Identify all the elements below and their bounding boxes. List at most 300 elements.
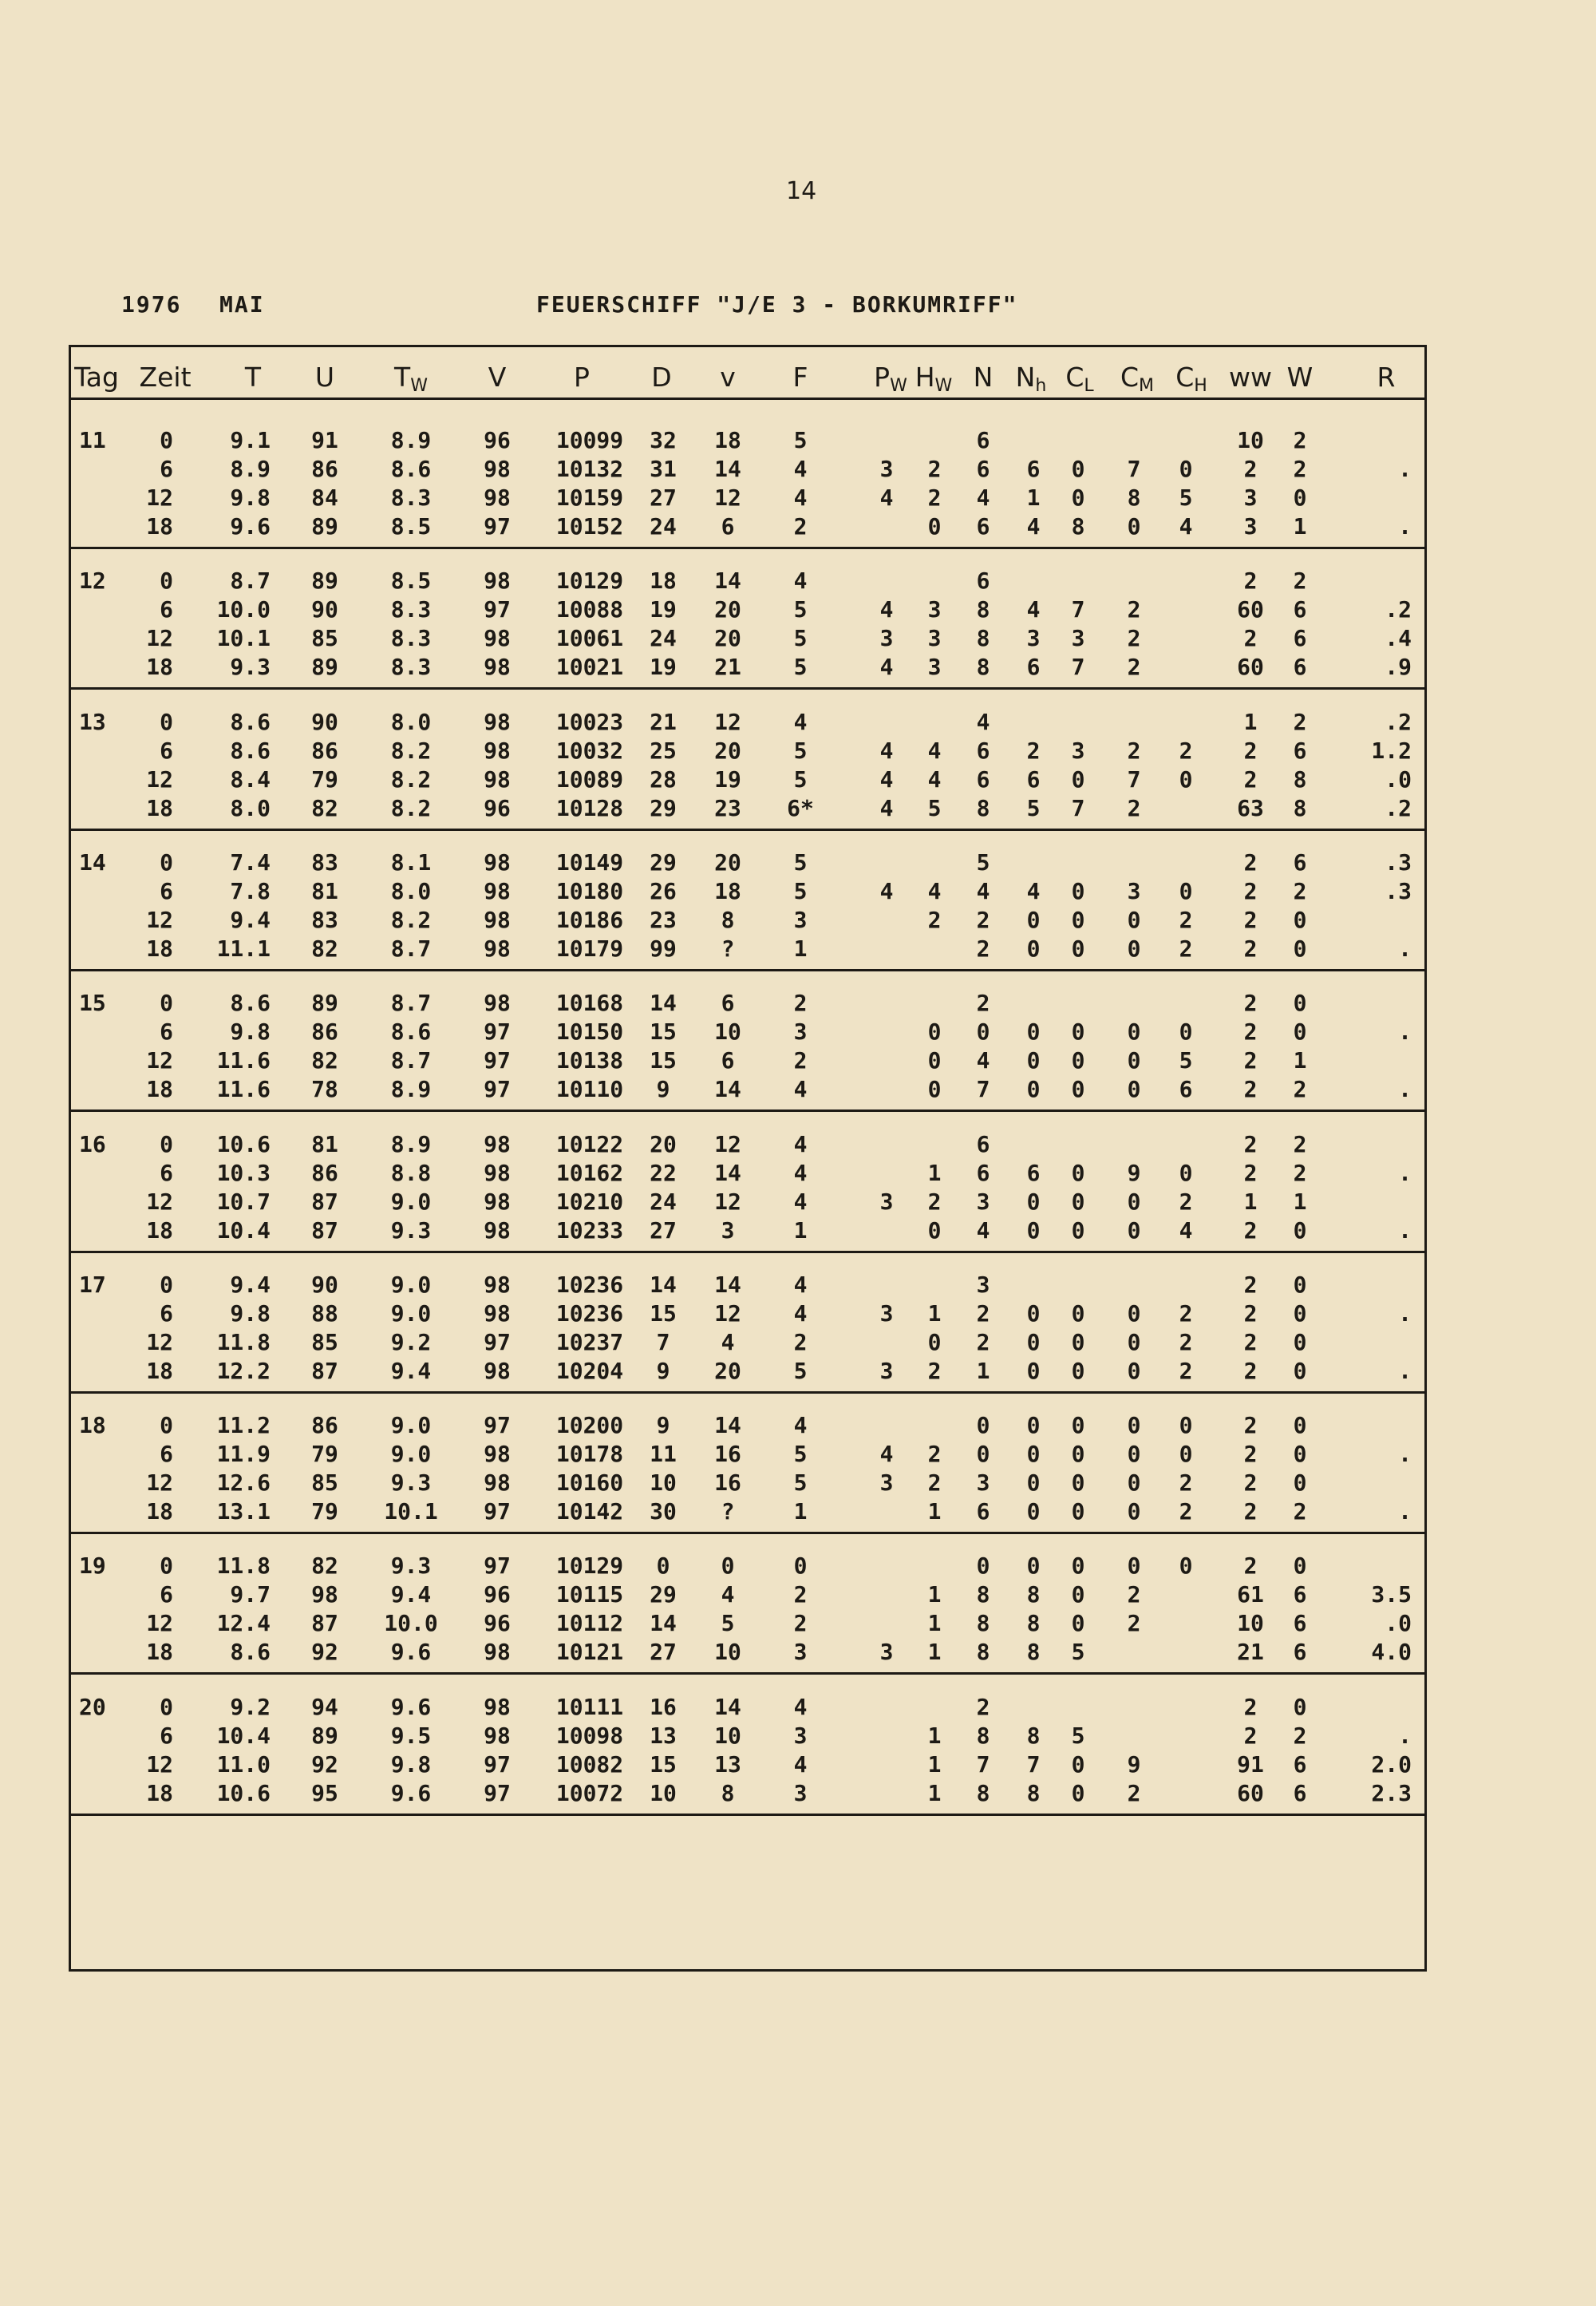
weather-table [69, 345, 1427, 1972]
cell-wind-speed: 14 [714, 456, 741, 482]
cell-r: . [1398, 1159, 1412, 1186]
cell-cl: 0 [1071, 1076, 1085, 1103]
cell-f: 5 [793, 1441, 808, 1468]
cell-zeit: 12 [146, 485, 173, 511]
cell-ww: 2 [1243, 1328, 1258, 1355]
cell-v: 96 [484, 1581, 511, 1608]
header-title: FEUERSCHIFF "J/E 3 - BORKUMRIFF" [536, 291, 1018, 318]
cell-u: 85 [311, 1469, 338, 1497]
cell-p: 10159 [555, 485, 624, 511]
cell-cm: 0 [1127, 1047, 1141, 1074]
cell-cl: 0 [1071, 1441, 1085, 1468]
cell-nh: 8 [1026, 1779, 1041, 1806]
cell-ww: 2 [1243, 1271, 1258, 1298]
table-row [71, 1552, 1424, 1581]
cell-zeit: 12 [146, 1328, 173, 1355]
table-row [71, 427, 1424, 456]
cell-d: 28 [650, 765, 677, 793]
cell-p: 10098 [555, 1722, 624, 1749]
cell-v: 97 [484, 1779, 511, 1806]
cell-d: 29 [650, 848, 677, 876]
cell-w: 2 [1293, 1722, 1307, 1749]
cell-ww: 60 [1237, 596, 1264, 623]
cell-f: 4 [793, 568, 808, 595]
cell-nh: 0 [1026, 1412, 1041, 1439]
cell-v: 98 [484, 877, 511, 904]
cell-nh: 5 [1026, 794, 1041, 821]
cell-u: 85 [311, 1328, 338, 1355]
cell-tw: 9.5 [390, 1722, 432, 1749]
cell-n: 4 [976, 485, 990, 511]
cell-w: 2 [1293, 708, 1307, 735]
cell-t: 8.4 [230, 765, 271, 793]
cell-w: 0 [1293, 485, 1307, 511]
cell-wind-speed: 14 [714, 1159, 741, 1186]
cell-u: 92 [311, 1639, 338, 1666]
cell-t: 9.2 [230, 1693, 271, 1720]
cell-v: 98 [484, 737, 511, 764]
cell-zeit: 18 [146, 1357, 173, 1384]
cell-ch: 4 [1179, 1216, 1193, 1244]
table-row [71, 596, 1424, 625]
cell-f: 1 [793, 1498, 808, 1525]
cell-v: 98 [484, 456, 511, 482]
column-header-p: P [574, 362, 590, 393]
cell-cm: 2 [1127, 1610, 1141, 1637]
day-separator [71, 547, 1424, 549]
cell-p: 10204 [555, 1357, 624, 1384]
cell-nh: 3 [1026, 625, 1041, 652]
cell-tw: 8.7 [390, 1047, 432, 1074]
cell-u: 86 [311, 1412, 338, 1439]
cell-hw: 0 [927, 513, 942, 540]
cell-p: 10115 [555, 1581, 624, 1608]
table-row [71, 1047, 1424, 1076]
cell-pw: 3 [879, 1469, 894, 1497]
table-row [71, 456, 1424, 485]
cell-cm: 0 [1127, 1328, 1141, 1355]
cell-ww: 2 [1243, 1693, 1258, 1720]
cell-v: 98 [484, 1357, 511, 1384]
cell-r: . [1398, 1216, 1412, 1244]
table-row [71, 766, 1424, 795]
cell-nh: 0 [1026, 1076, 1041, 1103]
cell-zeit: 18 [146, 1779, 173, 1806]
cell-v: 98 [484, 1216, 511, 1244]
cell-cm: 8 [1127, 485, 1141, 511]
cell-v: 98 [484, 1271, 511, 1298]
cell-pw: 4 [879, 654, 894, 681]
cell-w: 1 [1293, 1047, 1307, 1074]
table-row [71, 1412, 1424, 1441]
cell-v: 96 [484, 427, 511, 453]
cell-u: 89 [311, 1722, 338, 1749]
cell-r: .3 [1385, 848, 1412, 876]
cell-zeit: 18 [146, 1216, 173, 1244]
cell-zeit: 0 [160, 848, 173, 876]
cell-n: 6 [976, 568, 990, 595]
cell-n: 2 [976, 1299, 990, 1327]
cell-d: 29 [650, 794, 677, 821]
cell-cm: 2 [1127, 794, 1141, 821]
cell-zeit: 6 [160, 1441, 173, 1468]
cell-t: 12.6 [216, 1469, 271, 1497]
cell-zeit: 0 [160, 990, 173, 1017]
cell-nh: 1 [1026, 485, 1041, 511]
day-separator [71, 969, 1424, 971]
cell-w: 0 [1293, 1552, 1307, 1580]
cell-r: . [1398, 1357, 1412, 1384]
cell-w: 2 [1293, 1159, 1307, 1186]
column-header-row [71, 347, 1424, 400]
cell-r: 1.2 [1371, 737, 1412, 764]
cell-w: 2 [1293, 1498, 1307, 1525]
cell-tw: 8.0 [390, 877, 432, 904]
cell-hw: 3 [927, 596, 942, 623]
cell-f: 4 [793, 485, 808, 511]
cell-zeit: 0 [160, 1412, 173, 1439]
cell-u: 82 [311, 935, 338, 962]
cell-wind-speed: ? [721, 1498, 735, 1525]
table-row [71, 513, 1424, 542]
cell-zeit: 6 [160, 596, 173, 623]
table-row [71, 625, 1424, 654]
cell-d: 9 [656, 1412, 670, 1439]
cell-u: 82 [311, 1047, 338, 1074]
cell-r: . [1398, 1441, 1412, 1468]
cell-n: 8 [976, 794, 990, 821]
cell-u: 79 [311, 765, 338, 793]
cell-zeit: 0 [160, 427, 173, 453]
cell-tw: 8.7 [390, 935, 432, 962]
tag-cell: 11 [79, 427, 106, 453]
cell-u: 81 [311, 877, 338, 904]
cell-tw: 9.0 [390, 1441, 432, 1468]
cell-wind-speed: 10 [714, 1019, 741, 1046]
cell-ch: 2 [1179, 935, 1193, 962]
cell-w: 8 [1293, 765, 1307, 793]
column-header-cm: $C_M$ [1120, 362, 1155, 396]
cell-f: 5 [793, 765, 808, 793]
cell-tw: 9.4 [390, 1581, 432, 1608]
cell-d: 16 [650, 1693, 677, 1720]
cell-f: 3 [793, 1722, 808, 1749]
cell-tw: 9.2 [390, 1328, 432, 1355]
cell-t: 11.6 [216, 1076, 271, 1103]
cell-tw: 8.1 [390, 848, 432, 876]
cell-d: 9 [656, 1076, 670, 1103]
cell-zeit: 6 [160, 1019, 173, 1046]
cell-tw: 8.3 [390, 625, 432, 652]
cell-u: 85 [311, 625, 338, 652]
cell-cl: 7 [1071, 596, 1085, 623]
cell-f: 4 [793, 1076, 808, 1103]
cell-nh: 8 [1026, 1581, 1041, 1608]
cell-v: 98 [484, 485, 511, 511]
table-row [71, 1694, 1424, 1723]
cell-r: . [1398, 935, 1412, 962]
cell-wind-speed: 4 [721, 1581, 735, 1608]
cell-p: 10061 [555, 625, 624, 652]
cell-zeit: 0 [160, 1271, 173, 1298]
cell-v: 97 [484, 1552, 511, 1580]
cell-tw: 8.9 [390, 1076, 432, 1103]
table-row [71, 1780, 1424, 1809]
cell-w: 0 [1293, 1441, 1307, 1468]
cell-wind-speed: 6 [721, 990, 735, 1017]
cell-pw: 3 [879, 1188, 894, 1215]
cell-cm: 0 [1127, 935, 1141, 962]
cell-pw: 4 [879, 485, 894, 511]
cell-v: 98 [484, 708, 511, 735]
cell-wind-speed: 5 [721, 1610, 735, 1637]
cell-u: 86 [311, 456, 338, 482]
cell-f: 5 [793, 877, 808, 904]
cell-n: 6 [976, 1498, 990, 1525]
cell-cm: 3 [1127, 877, 1141, 904]
column-header-t: T [244, 362, 262, 393]
table-row [71, 1498, 1424, 1527]
cell-p: 10236 [555, 1299, 624, 1327]
cell-wind-speed: 16 [714, 1469, 741, 1497]
cell-p: 10110 [555, 1076, 624, 1103]
cell-t: 10.4 [216, 1216, 271, 1244]
cell-p: 10233 [555, 1216, 624, 1244]
cell-hw: 0 [927, 1076, 942, 1103]
cell-ww: 1 [1243, 708, 1258, 735]
cell-ch: 0 [1179, 765, 1193, 793]
cell-pw: 3 [879, 456, 894, 482]
cell-n: 0 [976, 1441, 990, 1468]
cell-cl: 3 [1071, 625, 1085, 652]
cell-t: 10.6 [216, 1779, 271, 1806]
cell-r: . [1398, 1722, 1412, 1749]
cell-n: 4 [976, 708, 990, 735]
cell-v: 98 [484, 848, 511, 876]
cell-tw: 9.3 [390, 1552, 432, 1580]
cell-zeit: 0 [160, 1693, 173, 1720]
cell-cm: 2 [1127, 737, 1141, 764]
table-row [71, 935, 1424, 964]
cell-ch: 0 [1179, 1412, 1193, 1439]
cell-u: 90 [311, 596, 338, 623]
cell-wind-speed: 8 [721, 1779, 735, 1806]
column-header-w: W [1286, 362, 1314, 393]
cell-pw: 3 [879, 625, 894, 652]
cell-cm: 7 [1127, 456, 1141, 482]
cell-n: 2 [976, 935, 990, 962]
cell-cm: 0 [1127, 1412, 1141, 1439]
cell-p: 10032 [555, 737, 624, 764]
cell-cm: 2 [1127, 654, 1141, 681]
day-separator [71, 1251, 1424, 1253]
cell-u: 83 [311, 906, 338, 933]
cell-t: 11.0 [216, 1750, 271, 1778]
cell-u: 86 [311, 1019, 338, 1046]
cell-tw: 8.2 [390, 737, 432, 764]
cell-d: 21 [650, 708, 677, 735]
cell-p: 10021 [555, 654, 624, 681]
cell-wind-speed: 0 [721, 1552, 735, 1580]
cell-hw: 4 [927, 765, 942, 793]
cell-tw: 9.8 [390, 1750, 432, 1778]
cell-nh: 8 [1026, 1610, 1041, 1637]
column-header-tw: $T_W$ [394, 362, 428, 396]
cell-d: 99 [650, 935, 677, 962]
cell-zeit: 0 [160, 1130, 173, 1157]
cell-nh: 0 [1026, 1328, 1041, 1355]
cell-d: 15 [650, 1299, 677, 1327]
table-row [71, 1131, 1424, 1160]
cell-r: .0 [1385, 765, 1412, 793]
table-row [71, 1723, 1424, 1751]
table-row [71, 709, 1424, 738]
cell-tw: 8.3 [390, 485, 432, 511]
cell-tw: 9.0 [390, 1412, 432, 1439]
cell-d: 30 [650, 1498, 677, 1525]
cell-pw: 4 [879, 765, 894, 793]
cell-v: 96 [484, 794, 511, 821]
cell-wind-speed: 20 [714, 848, 741, 876]
cell-f: 2 [793, 1328, 808, 1355]
cell-u: 78 [311, 1076, 338, 1103]
cell-cl: 0 [1071, 1469, 1085, 1497]
cell-p: 10142 [555, 1498, 624, 1525]
cell-w: 0 [1293, 1469, 1307, 1497]
cell-cm: 0 [1127, 906, 1141, 933]
cell-u: 87 [311, 1216, 338, 1244]
cell-w: 0 [1293, 990, 1307, 1017]
cell-hw: 1 [927, 1299, 942, 1327]
cell-d: 11 [650, 1441, 677, 1468]
cell-n: 8 [976, 625, 990, 652]
column-header-n: N [973, 362, 994, 393]
cell-ww: 2 [1243, 1076, 1258, 1103]
cell-wind-speed: 21 [714, 654, 741, 681]
cell-cm: 0 [1127, 1076, 1141, 1103]
cell-wind-speed: 12 [714, 1130, 741, 1157]
cell-nh: 2 [1026, 737, 1041, 764]
cell-f: 4 [793, 708, 808, 735]
cell-cm: 0 [1127, 1357, 1141, 1384]
cell-v: 98 [484, 1441, 511, 1468]
cell-ch: 6 [1179, 1076, 1193, 1103]
cell-cm: 2 [1127, 596, 1141, 623]
cell-d: 9 [656, 1357, 670, 1384]
cell-t: 10.1 [216, 625, 271, 652]
cell-t: 11.1 [216, 935, 271, 962]
cell-ch: 2 [1179, 1357, 1193, 1384]
cell-n: 6 [976, 737, 990, 764]
cell-n: 0 [976, 1019, 990, 1046]
cell-t: 11.9 [216, 1441, 271, 1468]
cell-wind-speed: 18 [714, 877, 741, 904]
cell-hw: 4 [927, 877, 942, 904]
cell-zeit: 0 [160, 1552, 173, 1580]
cell-ww: 2 [1243, 765, 1258, 793]
cell-ww: 10 [1237, 1610, 1264, 1637]
cell-wind-speed: 20 [714, 1357, 741, 1384]
cell-p: 10160 [555, 1469, 624, 1497]
cell-ww: 63 [1237, 794, 1264, 821]
cell-d: 13 [650, 1722, 677, 1749]
cell-wind-speed: 12 [714, 1188, 741, 1215]
cell-ww: 2 [1243, 906, 1258, 933]
cell-v: 98 [484, 1722, 511, 1749]
cell-t: 7.4 [230, 848, 271, 876]
cell-cl: 0 [1071, 1159, 1085, 1186]
cell-d: 20 [650, 1130, 677, 1157]
cell-v: 98 [484, 1693, 511, 1720]
cell-ch: 0 [1179, 1159, 1193, 1186]
cell-u: 92 [311, 1750, 338, 1778]
cell-f: 5 [793, 596, 808, 623]
tag-cell: 16 [79, 1130, 106, 1157]
cell-w: 6 [1293, 1639, 1307, 1666]
cell-t: 10.6 [216, 1130, 271, 1157]
cell-wind-speed: 13 [714, 1750, 741, 1778]
cell-wind-speed: 20 [714, 737, 741, 764]
cell-hw: 2 [927, 1441, 942, 1468]
cell-wind-speed: ? [721, 935, 735, 962]
column-header-nh: $N_h$ [1015, 362, 1047, 396]
cell-hw: 2 [927, 485, 942, 511]
cell-w: 6 [1293, 1581, 1307, 1608]
cell-tw: 8.2 [390, 765, 432, 793]
cell-p: 10129 [555, 1552, 624, 1580]
cell-u: 91 [311, 427, 338, 453]
cell-u: 79 [311, 1441, 338, 1468]
cell-nh: 6 [1026, 1159, 1041, 1186]
cell-cl: 0 [1071, 1299, 1085, 1327]
cell-nh: 0 [1026, 1047, 1041, 1074]
cell-cm: 9 [1127, 1750, 1141, 1778]
cell-cl: 0 [1071, 935, 1085, 962]
cell-zeit: 12 [146, 1750, 173, 1778]
cell-v: 98 [484, 1130, 511, 1157]
cell-cl: 0 [1071, 1357, 1085, 1384]
cell-t: 9.8 [230, 1299, 271, 1327]
cell-zeit: 12 [146, 1188, 173, 1215]
cell-tw: 9.3 [390, 1469, 432, 1497]
cell-r: .4 [1385, 625, 1412, 652]
table-row [71, 1441, 1424, 1469]
cell-p: 10132 [555, 456, 624, 482]
tag-cell: 20 [79, 1693, 106, 1720]
cell-cm: 0 [1127, 1498, 1141, 1525]
cell-tw: 8.0 [390, 708, 432, 735]
cell-wind-speed: 6 [721, 513, 735, 540]
cell-pw: 4 [879, 877, 894, 904]
cell-ww: 2 [1243, 568, 1258, 595]
cell-u: 87 [311, 1610, 338, 1637]
cell-t: 8.6 [230, 990, 271, 1017]
cell-ch: 2 [1179, 906, 1193, 933]
cell-hw: 2 [927, 906, 942, 933]
cell-cl: 0 [1071, 456, 1085, 482]
cell-t: 10.7 [216, 1188, 271, 1215]
cell-cl: 0 [1071, 1188, 1085, 1215]
cell-cl: 0 [1071, 765, 1085, 793]
table-row [71, 568, 1424, 596]
cell-v: 97 [484, 1412, 511, 1439]
cell-wind-speed: 14 [714, 1271, 741, 1298]
cell-t: 11.6 [216, 1047, 271, 1074]
cell-v: 98 [484, 1159, 511, 1186]
cell-cl: 7 [1071, 794, 1085, 821]
cell-w: 6 [1293, 848, 1307, 876]
cell-zeit: 12 [146, 1610, 173, 1637]
